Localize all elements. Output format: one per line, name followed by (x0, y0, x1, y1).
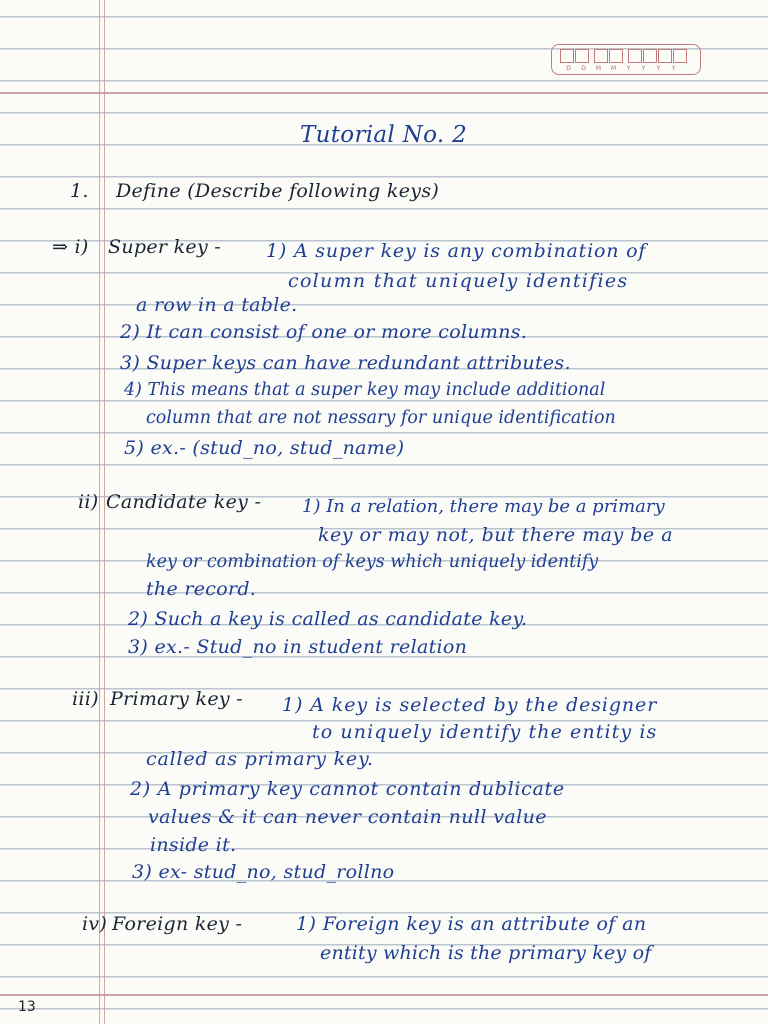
date-cell (628, 49, 642, 63)
page-number: 13 (18, 999, 36, 1015)
date-label-year: Y (656, 65, 661, 72)
section-line: 2) Such a key is called as candidate key. (128, 608, 528, 630)
section-line: a row in a table. (136, 294, 298, 316)
section-line: 3) Super keys can have redundant attributes. (120, 352, 571, 374)
section-marker: ii) (78, 491, 99, 513)
section-line: key or may not, but there may be a (318, 524, 674, 546)
section-line: entity which is the primary key of (320, 942, 652, 964)
section-line: called as primary key. (146, 748, 374, 770)
section-line: 1) In a relation, there may be a primary (302, 496, 665, 517)
date-label-year: Y (671, 65, 676, 72)
date-label-year: Y (641, 65, 646, 72)
date-cell (594, 49, 608, 63)
section-line: 1) A key is selected by the designer (282, 694, 658, 716)
section-line: 3) ex- stud_no, stud_rollno (132, 861, 395, 883)
section-heading-primary-key: Primary key - (110, 688, 243, 710)
section-marker: iii) (72, 688, 99, 710)
date-cell (560, 49, 574, 63)
date-box (551, 44, 701, 75)
page-title: Tutorial No. 2 (300, 122, 467, 148)
section-line: 5) ex.- (stud_no, stud_name) (124, 437, 405, 459)
date-label-month: M (595, 65, 602, 72)
section-line: key or combination of keys which uniquely identify (146, 552, 599, 572)
header-rule (0, 92, 768, 94)
section-heading-candidate-key: Candidate key - (106, 491, 262, 513)
section-heading-super-key: Super key - (108, 236, 222, 258)
question-number: 1. (70, 180, 89, 202)
date-cell (609, 49, 623, 63)
section-line: 1) A super key is any combination of (266, 240, 647, 262)
section-line: 2) It can consist of one or more columns. (120, 321, 528, 343)
footer-rule (0, 994, 768, 996)
date-label-month: M (610, 65, 617, 72)
section-line: 2) A primary key cannot contain dublicate (130, 778, 565, 800)
date-label-day: D (566, 65, 571, 72)
question-text: Define (Describe following keys) (116, 180, 440, 202)
section-marker: iv) (82, 913, 108, 935)
section-heading-foreign-key: Foreign key - (112, 913, 243, 935)
date-cell (575, 49, 589, 63)
section-line: inside it. (150, 834, 237, 856)
section-line: 1) Foreign key is an attribute of an (296, 913, 647, 935)
date-cell (658, 49, 672, 63)
section-line: column that uniquely identifies (288, 270, 629, 292)
date-cell (673, 49, 687, 63)
section-marker: ⇒ i) (52, 236, 89, 258)
section-line: the record. (146, 578, 257, 600)
left-margin-line (99, 0, 100, 1024)
section-line: values & it can never contain null value (148, 806, 547, 828)
date-label-day: D (581, 65, 586, 72)
date-label-year: Y (626, 65, 631, 72)
section-line: column that are not nessary for unique identification (146, 408, 616, 428)
section-line: 3) ex.- Stud_no in student relation (128, 636, 468, 658)
date-cell (643, 49, 657, 63)
section-line: to uniquely identify the entity is (312, 721, 658, 743)
section-line: 4) This means that a super key may include additional (124, 380, 606, 400)
